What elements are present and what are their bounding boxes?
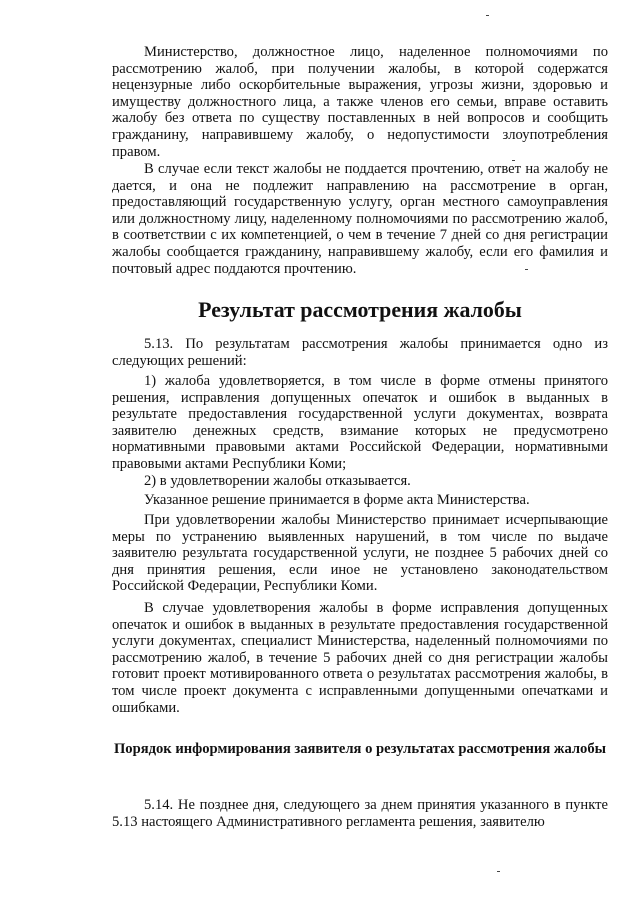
paragraph-decision-2: 2) в удовлетворении жалобы отказывается. [144, 473, 411, 489]
scan-speck [497, 871, 500, 872]
paragraph-unreadable-complaint: В случае если текст жалобы не поддается прочтению, ответ на жалобу не дается, и она не подлежит направлению на рассмотрение в орган, предоставляющий государственную услугу, орган местного самоуправления или должностному лицу, наделенному полномочиями по рассмотрению жалоб, в соответствии с их компетенцией, о чем в течение 7 дней со дня регистрации жалобы сообщается гражданину, направившему жалобу, если его фамилия и почтовый адрес поддаются прочтению. [112, 161, 608, 277]
paragraph-correction-errors: В случае удовлетворения жалобы в форме исправления допущенных опечаток и ошибок в выданных в результате предоставления государственной услуги документах, специалист Министерства, наделенный полномочиями по рассмотрению жалоб, в течение 5 рабочих дней со дня регистрации жалобы готовит проект мотивированного ответа о результатах рассмотрения жалобы, в том числе проект документа с исправленными допущенными опечатками и ошибками. [112, 600, 608, 716]
paragraph-right-to-leave-unanswered: Министерство, должностное лицо, наделенное полномочиями по рассмотрению жалоб, при получении жалобы, в которой содержатся нецензурные либо оскорбительные выражения, угрозы жизни, здоровью и имуществу должностного лица, а также членов его семьи, вправе оставить жалобу без ответа по существу поставленных в ней вопросов и сообщить гражданину, направившему жалобу, о недопустимости злоупотребления правом. [112, 44, 608, 160]
scan-speck [525, 269, 528, 270]
paragraph-satisfaction-measures: При удовлетворении жалобы Министерство принимает исчерпывающие меры по устранению выявленных нарушений, в том числе по выдаче заявителю результата государственной услуги, не позднее 5 рабочих дней со дня принятия решения, если иное не установлено законодательством Российской Федерации, Республики Коми. [112, 512, 608, 595]
heading-complaint-result: Результат рассмотрения жалобы [198, 297, 522, 322]
paragraph-decision-1: 1) жалоба удовлетворяется, в том числе в форме отмены принятого решения, исправления допущенных опечаток и ошибок в выданных в результате предоставления государственной услуги документах, возврата заявителю денежных средств, взимание которых не предусмотрено нормативными правовыми актами Российской Федерации, нормативными правовыми актами Республики Коми; [112, 373, 608, 472]
scan-speck [486, 15, 489, 16]
scan-speck [512, 160, 515, 161]
paragraph-decision-form: Указанное решение принимается в форме акта Министерства. [144, 492, 530, 508]
paragraph-5-13: 5.13. По результатам рассмотрения жалобы принимается одно из следующих решений: [112, 336, 608, 369]
paragraph-5-14: 5.14. Не позднее дня, следующего за днем принятия указанного в пункте 5.13 настоящего Административного регламента решения, заявителю [112, 797, 608, 830]
heading-informing-applicant: Порядок информирования заявителя о результатах рассмотрения жалобы [113, 741, 607, 757]
